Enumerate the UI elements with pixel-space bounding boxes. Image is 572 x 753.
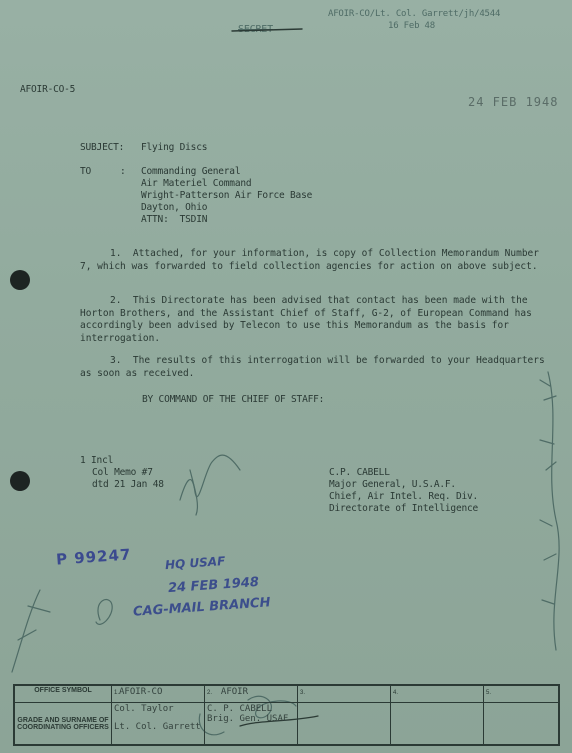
paragraph-text: Attached, for your information, is copy of Collection Memorandum Number 7, which was forwarded to field collection agencies for action on above subject. bbox=[80, 248, 539, 272]
coordination-table bbox=[13, 684, 560, 746]
subject-text: Flying Discs bbox=[141, 142, 208, 153]
document-number-stamp: P 99247 bbox=[55, 545, 132, 569]
enclosure-date: dtd 21 Jan 48 bbox=[92, 479, 164, 490]
initials-scribble bbox=[180, 455, 240, 500]
subject-label: SUBJECT: bbox=[80, 142, 125, 153]
coordination-cell-4: 4. bbox=[391, 686, 484, 703]
coordinator-2-top: C. P. CABELL bbox=[207, 704, 273, 715]
grade-cell-3 bbox=[298, 703, 391, 745]
to-colon: : bbox=[120, 166, 126, 177]
paragraph-text: This Directorate has been advised that contact has been made with the Horton Brothers, and the Assistant Chief of Staff, G-2, of European Command has accordingly been advised by Telecon to use this Memorandum as the basis for interrogation. bbox=[80, 295, 532, 344]
coordinator-2-bottom: Brig. Gen. USAF bbox=[207, 714, 289, 725]
signature-rank: Major General, U.S.A.F. bbox=[329, 479, 456, 490]
receipt-stamp-line1: HQ USAF bbox=[164, 553, 226, 573]
office-symbol-1: AFOIR-CO bbox=[119, 687, 163, 697]
file-symbol: AFOIR-CO-5 bbox=[20, 84, 76, 95]
paragraph-number: 3. bbox=[110, 355, 122, 366]
addressee-line: ATTN: TSDIN bbox=[141, 214, 208, 225]
grade-cell-5 bbox=[484, 703, 559, 745]
coordination-cell-5: 5. bbox=[484, 686, 559, 703]
paragraph-number: 1. bbox=[110, 248, 122, 259]
margin-line bbox=[12, 590, 40, 672]
receipt-stamp-line3: CAG-MAIL BRANCH bbox=[132, 595, 271, 620]
grade-cell-2 bbox=[205, 703, 298, 745]
struck-classification: SECRET bbox=[238, 24, 273, 35]
grade-surname-label: GRADE AND SURNAME OF COORDINATING OFFICERS bbox=[15, 703, 112, 745]
to-label: TO bbox=[80, 166, 92, 177]
paragraph-text: The results of this interrogation will be forwarded to your Headquarters as soon as received. bbox=[80, 355, 545, 379]
addressee-line: Wright-Patterson Air Force Base bbox=[141, 190, 313, 201]
enclosure-title: Col Memo #7 bbox=[92, 467, 153, 478]
office-symbol-label: OFFICE SYMBOL bbox=[15, 686, 112, 703]
command-line: BY COMMAND OF THE CHIEF OF STAFF: bbox=[142, 394, 325, 405]
routing-reference: AFOIR-CO/Lt. Col. Garrett/jh/4544 bbox=[328, 9, 501, 19]
date-stamp: 24 FEB 1948 bbox=[468, 95, 559, 109]
signature-name: C.P. CABELL bbox=[329, 467, 390, 478]
signature-title: Chief, Air Intel. Req. Div. bbox=[329, 491, 479, 502]
margin-annotation bbox=[548, 372, 559, 650]
receipt-stamp-line2: 24 FEB 1948 bbox=[167, 574, 260, 597]
coordination-cell-2: 2. AFOIR bbox=[205, 686, 298, 703]
office-symbol-2: AFOIR bbox=[220, 687, 248, 697]
grade-cell-4 bbox=[391, 703, 484, 745]
addressee-line: Dayton, Ohio bbox=[141, 202, 208, 213]
coordination-cell-3: 3. bbox=[298, 686, 391, 703]
addressee-line: Commanding General bbox=[141, 166, 241, 177]
enclosure-count: 1 Incl bbox=[80, 455, 114, 466]
routing-date: 16 Feb 48 bbox=[388, 21, 435, 31]
coordinator-1-bottom: Lt. Col. Garrett bbox=[114, 722, 201, 733]
coordinator-1-top: Col. Taylor bbox=[114, 704, 174, 715]
signature-office: Directorate of Intelligence bbox=[329, 503, 479, 514]
coordination-cell-1: 1.AFOIR-CO bbox=[112, 686, 205, 703]
paragraph-number: 2. bbox=[110, 295, 122, 306]
grade-cell-1 bbox=[112, 703, 205, 745]
addressee-line: Air Materiel Command bbox=[141, 178, 252, 189]
